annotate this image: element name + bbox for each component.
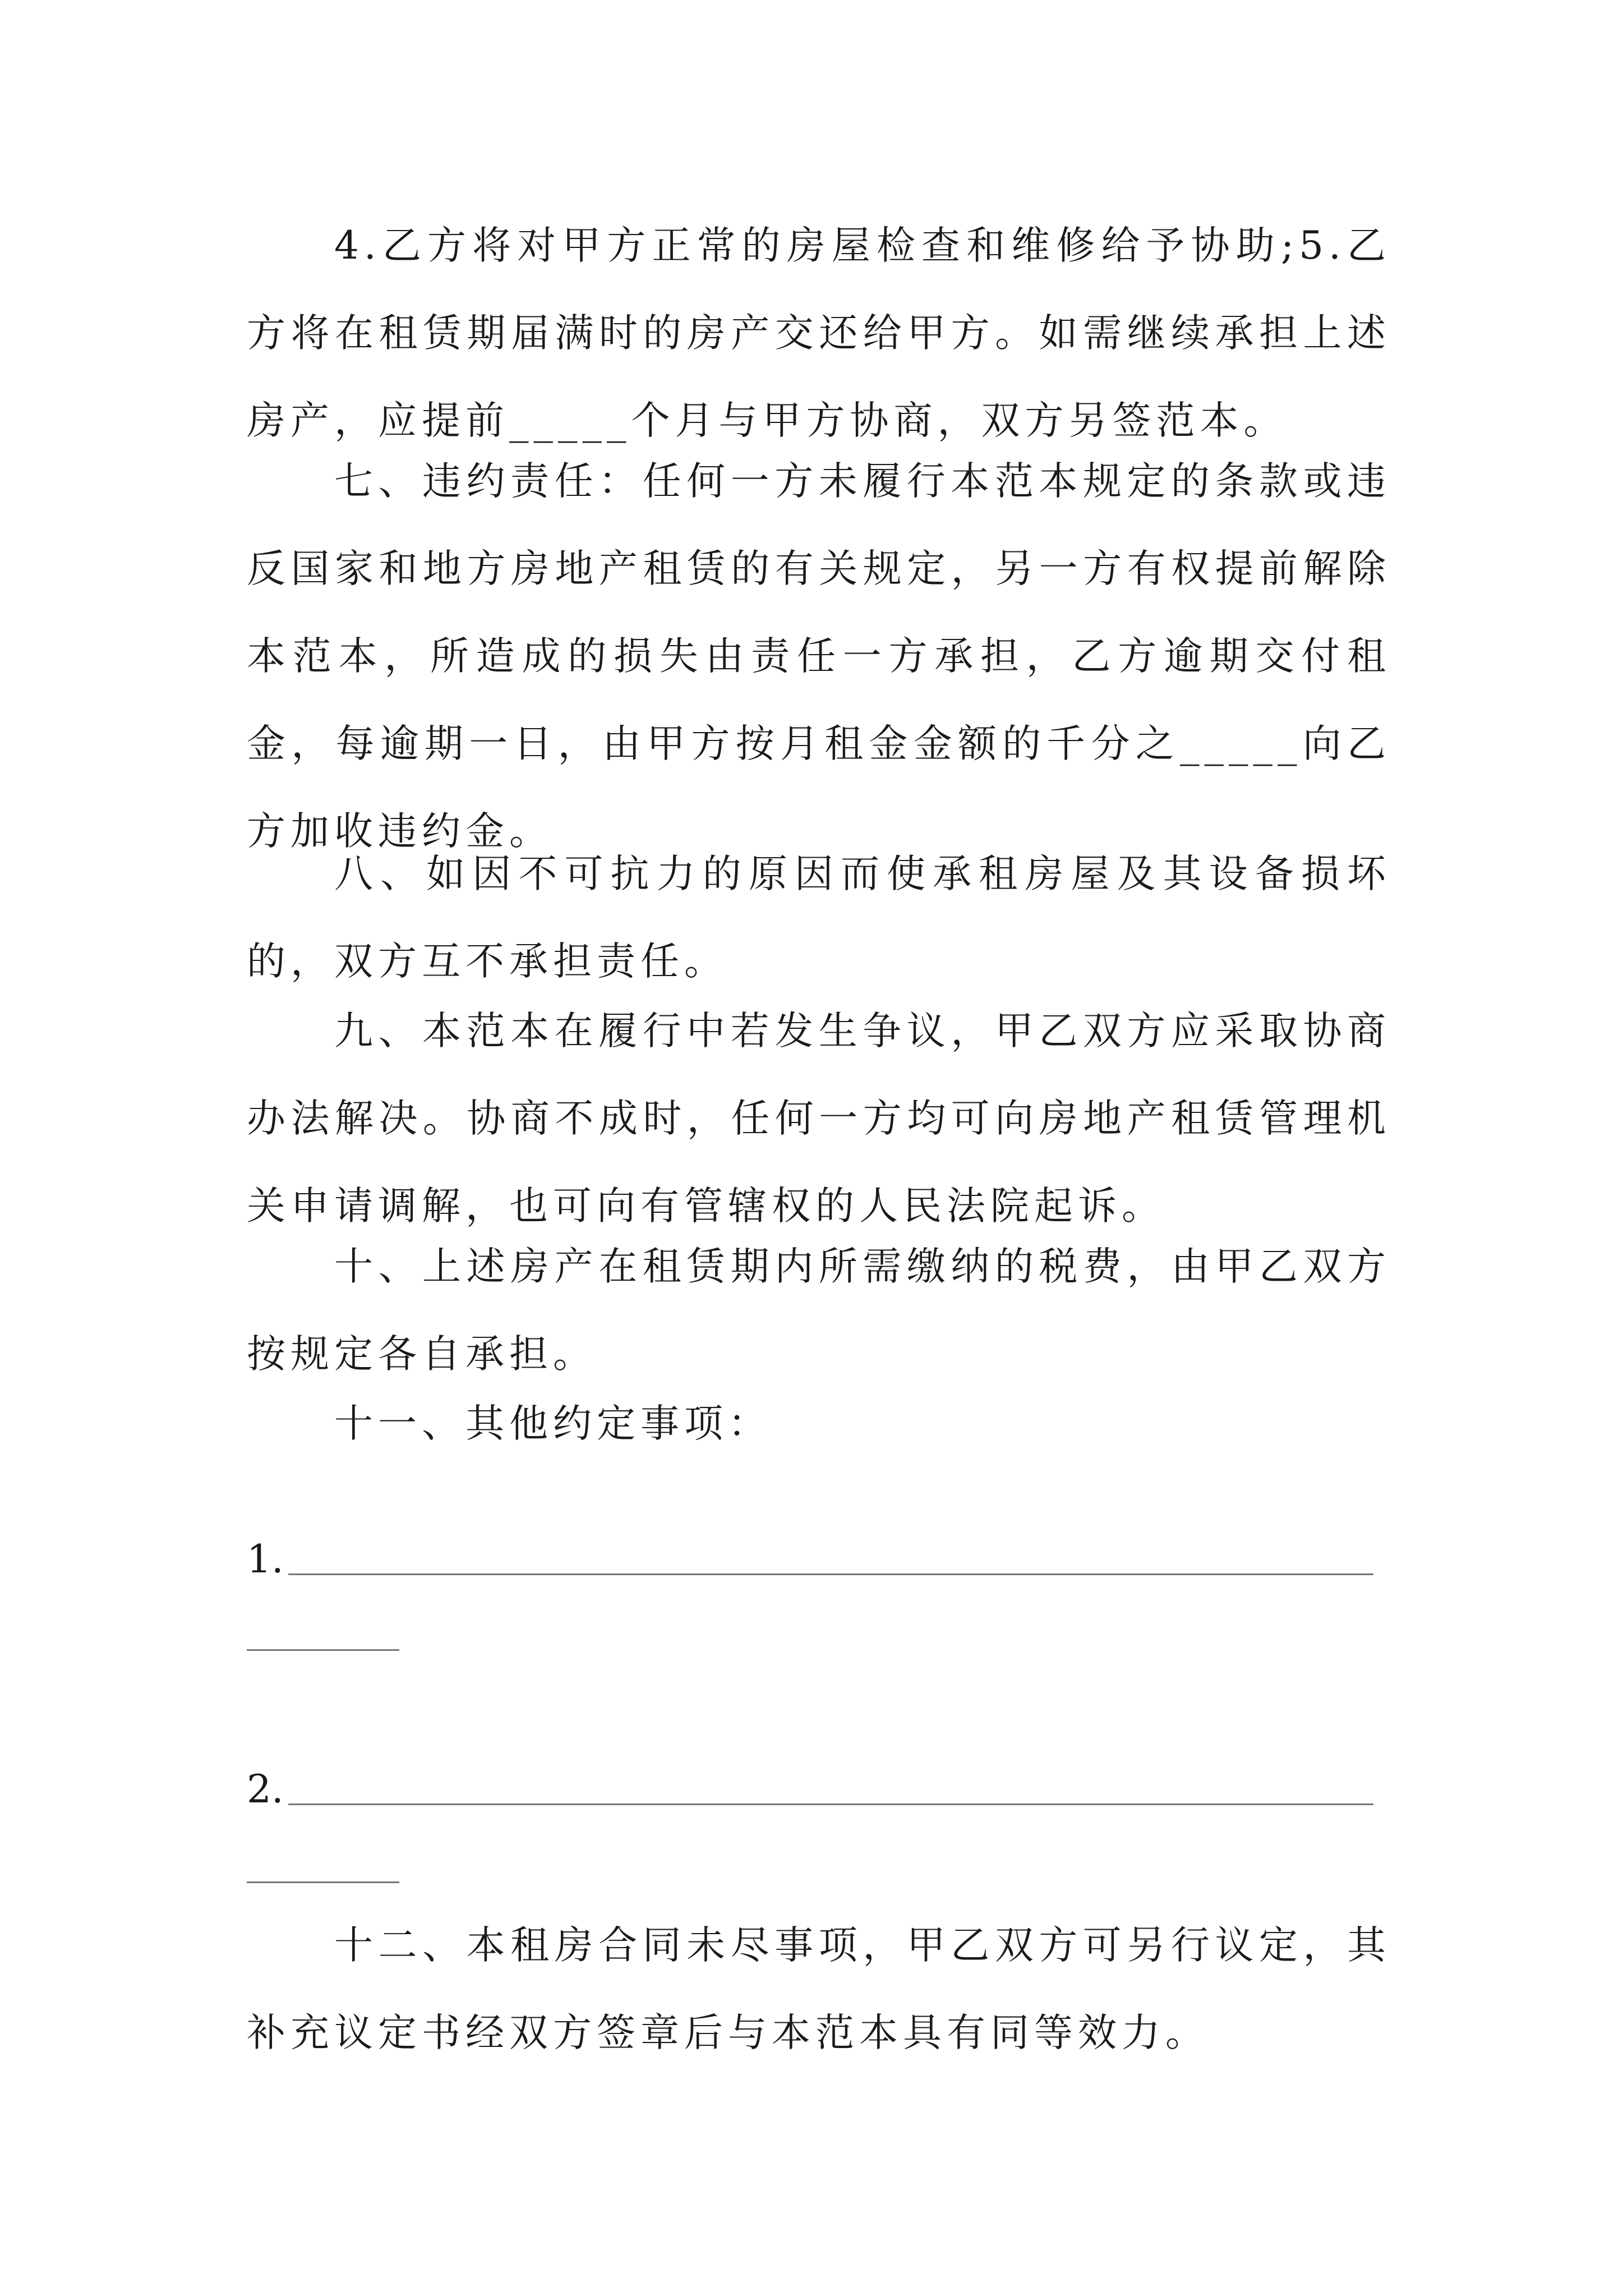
paragraph-dispute: 九、本范本在履行中若发生争议，甲乙双方应采取协商办法解决。协商不成时，任何一方均可向房地产租赁管理机关申请调解，也可向有管辖权的人民法院起诉。 bbox=[247, 1009, 1391, 1228]
blank-item-1-rule bbox=[288, 1573, 1373, 1575]
blank-item-2-continuation bbox=[247, 1881, 399, 1883]
paragraph-supplementary: 十二、本租房合同未尽事项，甲乙双方可另行议定，其补充议定书经双方签章后与本范本具有同等效力。 bbox=[247, 1923, 1391, 2055]
blank-item-2 bbox=[247, 1761, 1373, 1818]
paragraph-taxes: 十、上述房产在租赁期内所需缴纳的税费，由甲乙双方按规定各自承担。 bbox=[247, 1244, 1391, 1377]
blank-item-1-continuation bbox=[247, 1649, 399, 1651]
paragraph-force-majeure: 八、如因不可抗力的原因而使承租房屋及其设备损坏的，双方互不承担责任。 bbox=[247, 852, 1391, 984]
blank-item-1 bbox=[247, 1531, 1373, 1588]
paragraph-obligations: 4.乙方将对甲方正常的房屋检查和维修给予协助;5.乙方将在租赁期届满时的房产交还给甲方。如需继续承担上述房产，应提前_____个月与甲方协商，双方另签范本。 bbox=[247, 223, 1391, 443]
paragraph-breach-liability: 七、违约责任：任何一方未履行本范本规定的条款或违反国家和地方房地产租赁的有关规定，另一方有权提前解除本范本，所造成的损失由责任一方承担，乙方逾期交付租金，每逾期一日，由甲方按月租金金额的千分之_____向乙方加收违约金。 bbox=[247, 459, 1391, 854]
blank-item-2-rule bbox=[288, 1803, 1373, 1805]
blank-item-1-label: 1. bbox=[247, 1537, 284, 1582]
blank-item-2-label: 2. bbox=[247, 1767, 284, 1812]
paragraph-other-matters: 十一、其他约定事项： bbox=[334, 1401, 772, 1446]
